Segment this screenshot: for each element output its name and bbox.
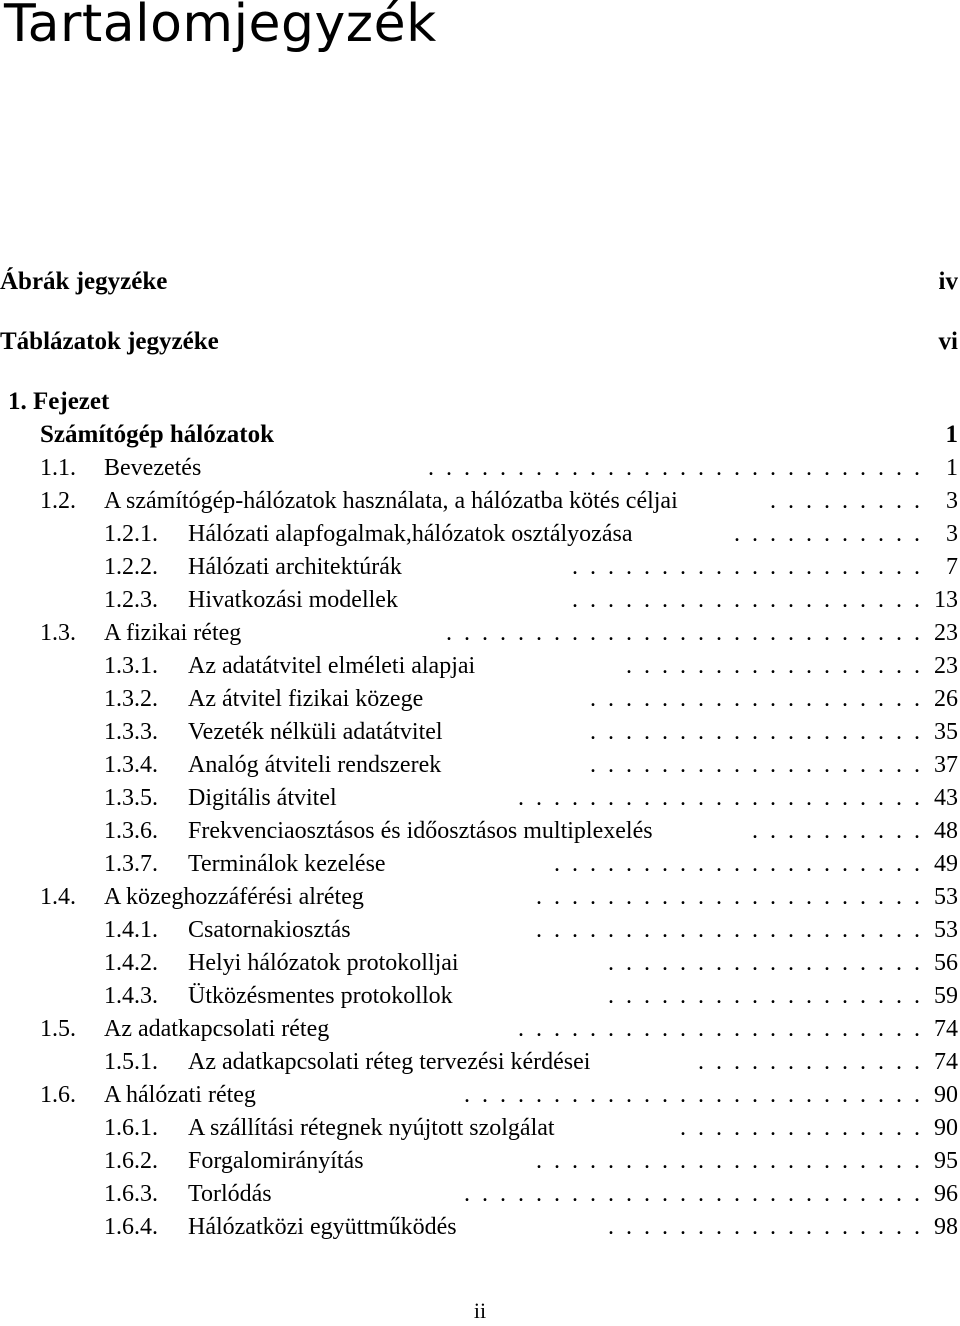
dot-leader: . . . . . . . . . . . . . . . . . . — [608, 983, 920, 1009]
toc-entry-title: Az átvitel fizikai közege — [188, 686, 424, 712]
toc-entry-number: 1.6.2. — [104, 1148, 158, 1174]
dot-leader: . . . . . . . . . . . . . . . . . . . . . . . . . . — [464, 1181, 920, 1207]
toc-entry-page: 59 — [934, 983, 958, 1009]
dot-leader: . . . . . . . . . . . . . — [698, 1049, 920, 1075]
toc-entry-number: 1.3.2. — [104, 686, 158, 712]
toc-entry[interactable] — [0, 980, 958, 1012]
toc-entry[interactable] — [0, 518, 958, 550]
toc-entry-number: 1.4.1. — [104, 917, 158, 943]
toc-entry-title: Hivatkozási modellek — [188, 587, 398, 613]
toc-entry-title: Hálózati architektúrák — [188, 554, 402, 580]
toc-entry-number: 1.3.6. — [104, 818, 158, 844]
chapter-title: Számítógép hálózatok — [40, 421, 275, 448]
toc-entry-page: 23 — [934, 620, 958, 646]
dot-leader: . . . . . . . . . . . . . . . . . . . . — [572, 554, 920, 580]
toc-entry-page: 53 — [934, 917, 958, 943]
dot-leader: . . . . . . . . . . . . . . . . . . . — [590, 752, 920, 778]
toc-entry[interactable] — [0, 947, 958, 979]
dot-leader: . . . . . . . . . . . . . . . . . . . . . . — [536, 884, 920, 910]
dot-leader: . . . . . . . . . . . . . . . . . . . . . . . — [518, 785, 920, 811]
dot-leader: . . . . . . . . . . . . . . . . . . . . . . . . . . — [464, 1082, 920, 1108]
toc-entry-page: 96 — [934, 1181, 958, 1207]
dot-leader: . . . . . . . . . . . . . . — [680, 1115, 920, 1141]
toc-entry-figures[interactable] — [0, 266, 958, 298]
toc-entry-title: Frekvenciaosztásos és időosztásos multiplexelés — [188, 818, 653, 844]
toc-entry-title: Az adatkapcsolati réteg — [104, 1016, 330, 1042]
dot-leader: . . . . . . . . . . . — [734, 521, 920, 547]
toc-entry-number: 1.2. — [40, 488, 76, 514]
toc-entry-number: 1.3.4. — [104, 752, 158, 778]
dot-leader: . . . . . . . . . . . . . . . . . . . . . . — [536, 917, 920, 943]
toc-entry-title: A számítógép-hálózatok használata, a hálózatba kötés céljai — [104, 488, 678, 514]
toc-entry-title: Hálózati alapfogalmak,hálózatok osztályozása — [188, 521, 633, 547]
dot-leader: . . . . . . . . . . . . . . . . . — [626, 653, 920, 679]
toc-entry-label: Ábrák jegyzéke — [0, 268, 168, 295]
toc-entry-number: 1.1. — [40, 455, 76, 481]
toc-entry-page: 74 — [934, 1049, 958, 1075]
toc-entry-page: vi — [938, 328, 958, 355]
toc-entry-number: 1.5. — [40, 1016, 76, 1042]
toc-entry[interactable] — [0, 683, 958, 715]
dot-leader: . . . . . . . . . — [770, 488, 920, 514]
dot-leader: . . . . . . . . . . . . . . . . . . — [608, 950, 920, 976]
toc-entry-title: Terminálok kezelése — [188, 851, 386, 877]
toc-entry[interactable] — [0, 1145, 958, 1177]
toc-entry-page: 74 — [934, 1016, 958, 1042]
toc-entry-title: A közeghozzáférési alréteg — [104, 884, 364, 910]
toc-entry-page: 1 — [945, 421, 958, 448]
toc-entry[interactable] — [0, 485, 958, 517]
toc-entry-title: A hálózati réteg — [104, 1082, 256, 1108]
toc-entry[interactable] — [0, 782, 958, 814]
toc-entry[interactable] — [0, 749, 958, 781]
toc-entry-title: Forgalomirányítás — [188, 1148, 364, 1174]
toc-entry-page: 23 — [934, 653, 958, 679]
toc-entry-page: 43 — [934, 785, 958, 811]
toc-entry[interactable] — [0, 716, 958, 748]
toc-entry-tables[interactable] — [0, 326, 958, 358]
toc-entry-page: 90 — [934, 1082, 958, 1108]
toc-entry-number: 1.5.1. — [104, 1049, 158, 1075]
toc-entry-title: Digitális átvitel — [188, 785, 337, 811]
toc-entry-number: 1.6.4. — [104, 1214, 158, 1240]
toc-entry-page: 98 — [934, 1214, 958, 1240]
toc-entry-page: 3 — [946, 488, 958, 514]
dot-leader: . . . . . . . . . . — [752, 818, 920, 844]
toc-entry[interactable] — [0, 1112, 958, 1144]
toc-entry-number: 1.4.3. — [104, 983, 158, 1009]
toc-entry-title: A fizikai réteg — [104, 620, 242, 646]
toc-entry-title: Az adatkapcsolati réteg tervezési kérdései — [188, 1049, 591, 1075]
toc-entry-page: 7 — [946, 554, 958, 580]
dot-leader: . . . . . . . . . . . . . . . . . . . . . . — [536, 1148, 920, 1174]
toc-entry-page: 90 — [934, 1115, 958, 1141]
dot-leader: . . . . . . . . . . . . . . . . . . . — [590, 686, 920, 712]
toc-entry-number: 1.6. — [40, 1082, 76, 1108]
toc-entry[interactable] — [0, 1013, 958, 1045]
toc-entry-label: Táblázatok jegyzéke — [0, 328, 219, 355]
toc-entry-chapter[interactable] — [40, 419, 958, 451]
toc-entry-number: 1.4.2. — [104, 950, 158, 976]
toc-entry[interactable] — [0, 650, 958, 682]
toc-entry-title: Ütközésmentes protokollok — [188, 983, 453, 1009]
toc-entry[interactable] — [0, 848, 958, 880]
toc-entry[interactable] — [0, 1178, 958, 1210]
toc-entry-page: 26 — [934, 686, 958, 712]
toc-entry-page: 3 — [946, 521, 958, 547]
toc-entry-title: Hálózatközi együttműködés — [188, 1214, 457, 1240]
toc-entry-number: 1.6.3. — [104, 1181, 158, 1207]
toc-entry[interactable] — [0, 1046, 958, 1078]
page-title: Tartalomjegyzék — [4, 0, 437, 54]
dot-leader: . . . . . . . . . . . . . . . . . . . . . — [554, 851, 920, 877]
toc-entry-page: 35 — [934, 719, 958, 745]
toc-entry-number: 1.3. — [40, 620, 76, 646]
toc-entry-page: iv — [938, 268, 958, 295]
toc-entry-page: 37 — [934, 752, 958, 778]
toc-entry[interactable] — [0, 881, 958, 913]
toc-entry-title: Az adatátvitel elméleti alapjai — [188, 653, 476, 679]
toc-entry[interactable] — [0, 1079, 958, 1111]
dot-leader: . . . . . . . . . . . . . . . . . . . . . . . . . . . — [446, 620, 920, 646]
toc-entry[interactable] — [0, 1211, 958, 1243]
toc-entry-page: 1 — [946, 455, 958, 481]
toc-entry-title: Bevezetés — [104, 455, 202, 481]
toc-entry-number: 1.3.1. — [104, 653, 158, 679]
toc-entry-title: A szállítási rétegnek nyújtott szolgálat — [188, 1115, 555, 1141]
toc-entry[interactable] — [0, 914, 958, 946]
dot-leader: . . . . . . . . . . . . . . . . . . . . — [572, 587, 920, 613]
toc-entry-page: 49 — [934, 851, 958, 877]
dot-leader: . . . . . . . . . . . . . . . . . . — [608, 1214, 920, 1240]
toc-entry-title: Analóg átviteli rendszerek — [188, 752, 442, 778]
toc-entry-number: 1.3.7. — [104, 851, 158, 877]
toc-entry-title: Torlódás — [188, 1181, 272, 1207]
toc-entry[interactable] — [0, 617, 958, 649]
toc-entry-page: 13 — [934, 587, 958, 613]
toc-entry-number: 1.4. — [40, 884, 76, 910]
toc-entry-number: 1.3.5. — [104, 785, 158, 811]
toc-entry-page: 48 — [934, 818, 958, 844]
toc-entry-page: 56 — [934, 950, 958, 976]
toc-entry-page: 95 — [934, 1148, 958, 1174]
toc-entry-number: 1.2.2. — [104, 554, 158, 580]
toc-entry-number: 1.3.3. — [104, 719, 158, 745]
toc-entry-number: 1.2.1. — [104, 521, 158, 547]
toc-entry[interactable] — [0, 815, 958, 847]
chapter-number: 1. Fejezet — [8, 388, 110, 415]
toc-entry-number: 1.2.3. — [104, 587, 158, 613]
dot-leader: . . . . . . . . . . . . . . . . . . . . . . . . . . . . — [428, 455, 920, 481]
dot-leader: . . . . . . . . . . . . . . . . . . . . . . . — [518, 1016, 920, 1042]
toc-entry-number: 1.6.1. — [104, 1115, 158, 1141]
toc-entry[interactable] — [0, 551, 958, 583]
toc-entry[interactable] — [0, 452, 958, 484]
page-number: ii — [473, 1298, 487, 1323]
toc-entry[interactable] — [0, 584, 958, 616]
toc-entry-title: Helyi hálózatok protokolljai — [188, 950, 459, 976]
dot-leader: . . . . . . . . . . . . . . . . . . . — [590, 719, 920, 745]
toc-entry-page: 53 — [934, 884, 958, 910]
toc-entry-title: Csatornakiosztás — [188, 917, 351, 943]
toc-entry-title: Vezeték nélküli adatátvitel — [188, 719, 443, 745]
